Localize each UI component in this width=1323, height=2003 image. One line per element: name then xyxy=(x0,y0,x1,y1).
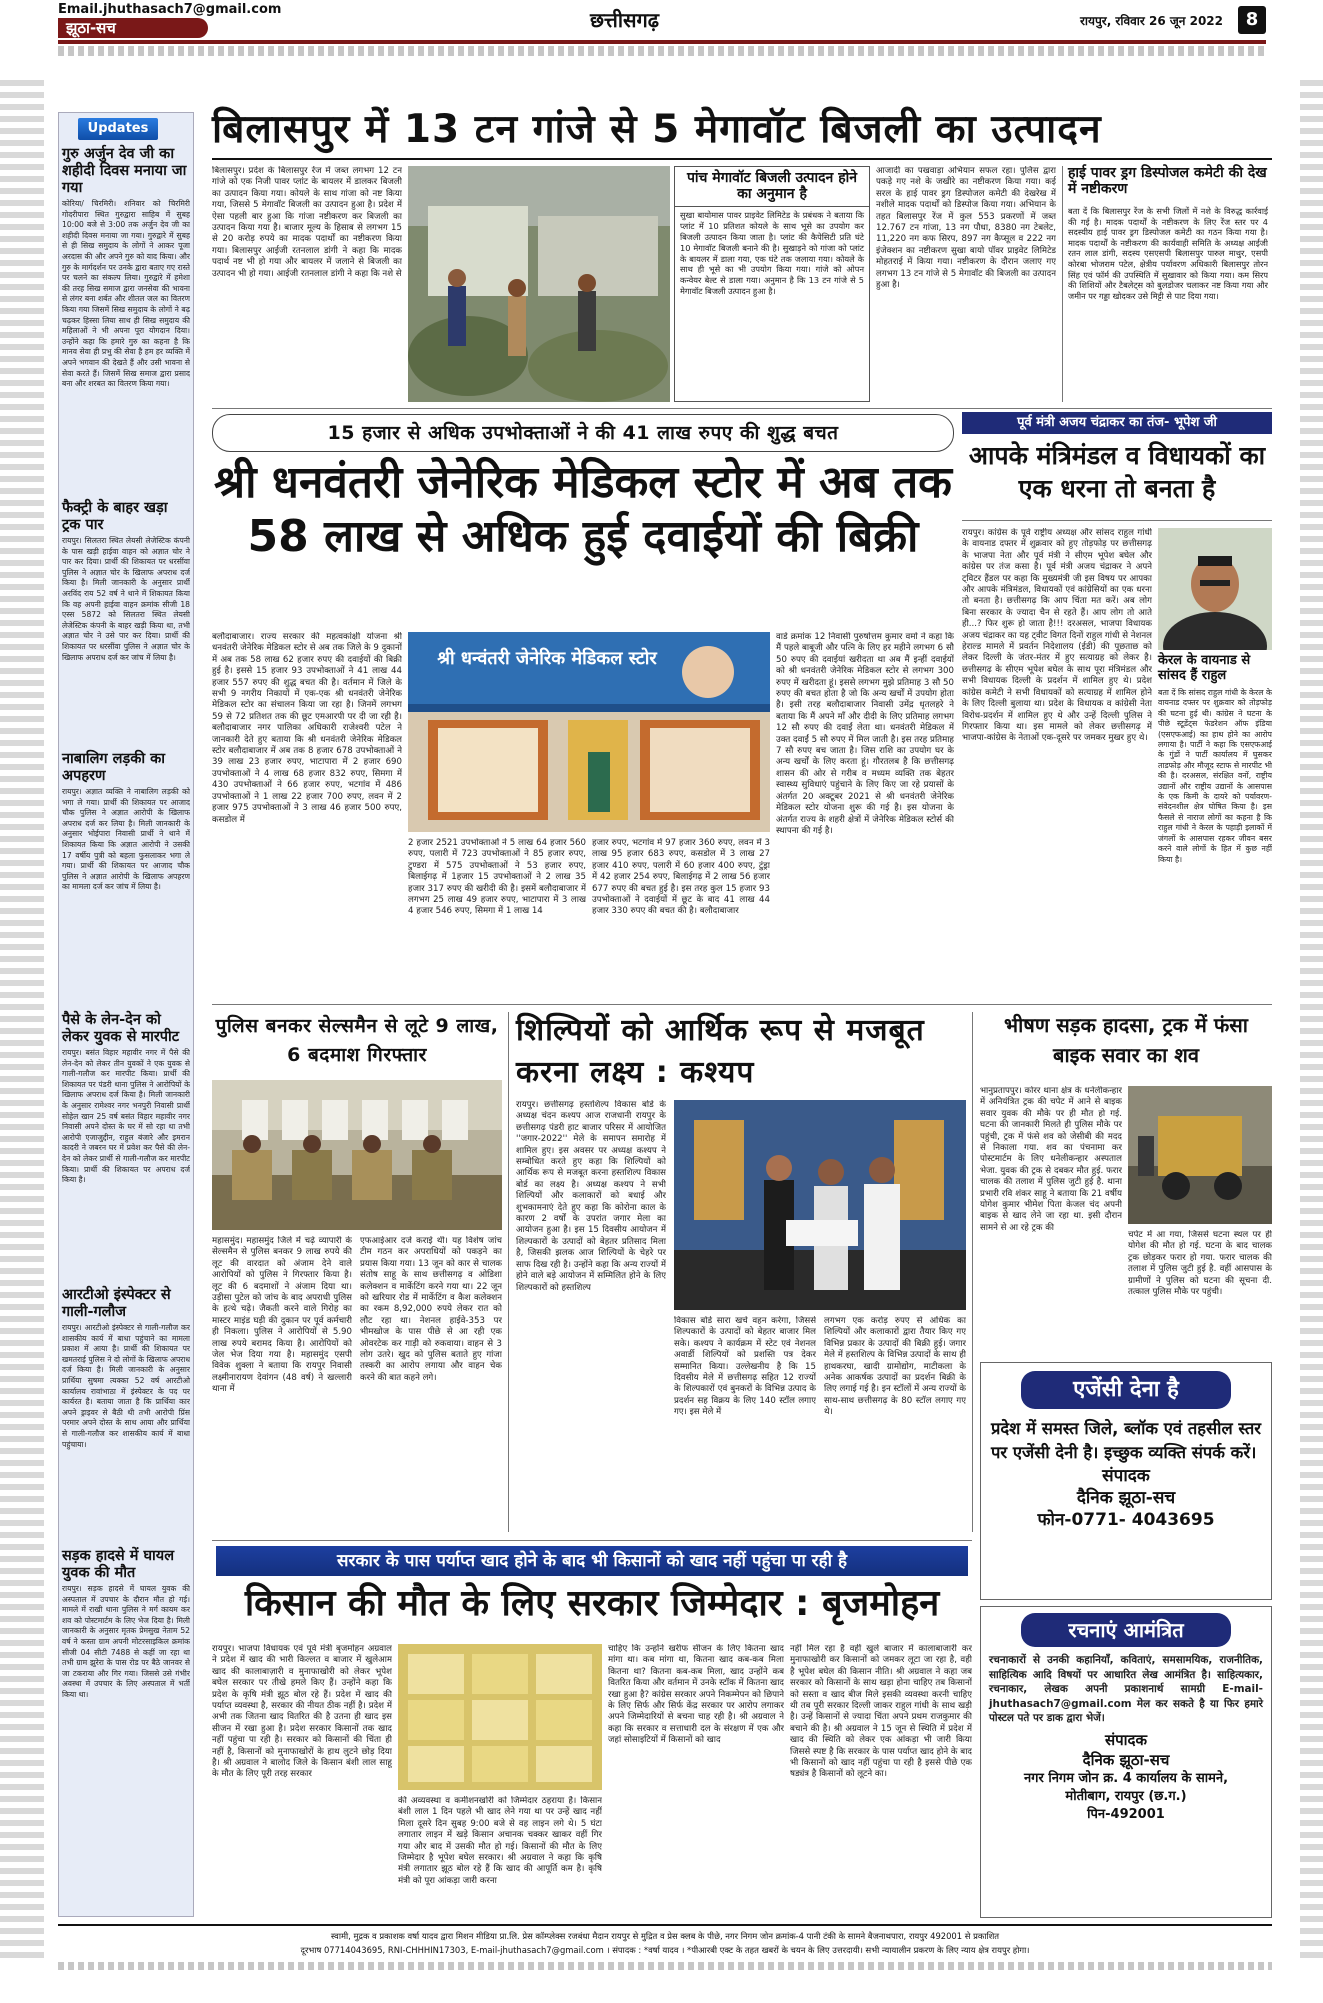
article-4-col2: एफआईआर दर्ज कराई थी। यह विशेष जांच टीम गठन कर अपराधियों को पकड़ने का प्रयास किया गया। 13 जून को कार से चालक संतोष साहू के साथ छत्तीसगढ़ व ओडिशा कलेक्शन व मार्केटिंग करने गया था। 22 जून को खरियार रोड में मार्केटिंग व कैश कलेक्शन का रकम 8,92,000 रुपये लेकर रात को लौट रहा था। नेशनल हाईवे-353 पर भीमखोज के पास पीछे से आ रही एक ओवरटेक कर गाड़ी को रुकवाया। वाहन से 3 लोग उतरे। खुद को पुलिस बताते हुए गांजा तस्करी का आरोप लगाया और वाहन चेक करने की बात कहने लगे। xyxy=(360,1236,502,1383)
divider xyxy=(972,1012,973,1532)
submissions-ad-title: रचनाएं आमंत्रित xyxy=(1021,1613,1231,1647)
divider xyxy=(212,408,1272,409)
agency-ad-title: एजेंसी देना है xyxy=(1021,1371,1231,1409)
article-5-photo xyxy=(674,1100,966,1310)
article-7-col4: नहीं मिल रहा है वहीं खुले बाजार में कालाबाजारी कर मुनाफाखोरी कर किसानों को जमकर लूटा जा रहा है, वही है भूपेश बघेल की किसान नीति। श्री अग्रवाल ने कहा जब सरकार को किसानों के साथ खड़ा होना चाहिए तब किसानों को सस्ता व खाद बीज मिले इसकी व्यवस्था करनी चाहिए थी तब पूरी सरकार दिल्ली जाकर राहुल गांधी के साथ खड़ी है। उन्हें किसानों से ज्यादा चिंता अपने प्रथम राजकुमार की बचाने की है। श्री अग्रवाल ने 15 जून से स्थिति में प्रदेश में खाद की स्थिति को लेकर एक आंकड़ा भी जारी किया जिससे स्पष्ट है कि सरकार के पास पर्याप्त खाद होने के बाद भी किसानों को खाद नहीं पहुंचा पा रही है इससे पीछे एक षड्यंत्र है किसानों को लूटने का। xyxy=(790,1644,972,1780)
article-3-side-body: बता दें कि सांसद राहुल गांधी के केरल के वायनाड दफ्तर पर शुक्रवार को तोड़फोड़ की घटना हुई थी। कांग्रेस ने घटना के पीछे स्टूडेंट्स फेडरेशन ऑफ इंडिया (एसएफआई) का हाथ होने का आरोप लगाया है। पार्टी ने कहा कि एसएफआई के गुंडों ने पार्टी कार्यालय में घुसकर ताडफोड़ और मौजूद स्टाफ से मारपीट भी की है। दरअसल, संरक्षित वनों, राष्ट्रीय उद्यानों और राष्ट्रीय उद्यानों के आसपास के एक किमी के दायरे को पर्यावरण-संवेदनशील क्षेत्र घोषित किया है। इस फैसले से नाराज लोगों का कहना है कि राहुल गांधी ने केरल के पहाड़ी इलाकों में जंगलों के आसपास रहकर जीवन बसर करने वाले लोगों के हित में कुछ नहीं किया है। xyxy=(1158,688,1272,864)
article-1-side-body: बता दें कि बिलासपुर रेंज के सभी जिलों में नशे के विरुद्ध कार्रवाई की गई है। मादक पदार्थों के नष्टीकरण के लिए रेंज स्तर पर 4 सदस्यीय हाई पावर ड्रग डिस्पोजल कमेटी का गठन किया गया है। मादक पदार्थों के नष्टीकरण की कार्यवाही समिति के अध्यक्ष आईजी रतन लाल डांगी, सदस्य एसएसपी बिलासपुर पारुल माथुर, एसपी कोरबा भोजराम पटेल, क्षेत्रीय पर्यावरण अधिकारी बिलासपुर तोरन सिंह एवं फॉर्म की उपस्थिति में सुखावार को किया गया। कम सिरप की शिशियों और टैबलेट्स को बुलडोजर चलाकर नष्ट किया गया और जमीन पर गड्डा खोदकर उसे मिट्टी से पाट दिया गया। xyxy=(1068,206,1268,301)
masthead: झूठा-सच xyxy=(58,18,208,38)
update-2-body: रायपुर। सिलतरा स्थित लेयसी लेजेस्टिक कंपनी के पास खड़ी हाईवा वाहन को अज्ञात चोर ने पार कर दिया। प्रार्थी की शिकायत पर धरसींवा पुलिस ने अज्ञात चोर के खिलाफ अपराध दर्ज किया है। मिली जानकारी के अनुसार प्रार्थी अरविंद राय 52 वर्ष ने थाने में शिकायत किया कि वह अपनी हाईवा वाहन क्रमांक सीजी 18 एस्स 5872 को सिलतरा स्थित लेयसी लेजेस्टिक कंपनी के बाहर खड़ी किया था, तभी अज्ञात चोर ने उसे पार कर दिया। प्रार्थी की शिकायत पर धरसींवा पुलिस ने अज्ञात चोर के खिलाफ अपराध दर्ज कर जांच में लिया है। xyxy=(62,536,190,662)
article-1-box-headline: पांच मेगावॉट बिजली उत्पादन होने का अनुमान है xyxy=(675,167,869,207)
article-7-photo xyxy=(398,1644,602,1790)
update-3-headline: नाबालिग लड़की का अपहरण xyxy=(62,751,166,784)
article-7-col2: की अव्यवस्था व कमीशनखोरी को जिम्मेदार ठहराया है। किसान बंशी लाल 1 दिन पहले भी खाद लेने गया था पर उन्हें खाद नहीं मिला दूसरे दिन सुबह 9:00 बजे से वह लाइन लगे थे। 5 घंटा लगातार लाइन में खड़े किसान अचानक चक्कर खाकर वहीं गिर गया और बाद में उसकी मौत हो गई। किसानों की मौत के लिए जिम्मेदार है भूपेश बघेल सरकार। श्री अग्रवाल ने कहा कि कृषि मंत्री लगातार झूठ बोल रहे हैं कि खाद की आपूर्ति कम है। कृषि मंत्री को पूरा आंकड़ा जारी करना xyxy=(398,1796,602,1886)
footer-line-2: दूरभाष 07714043695, RNI-CHHHIN17303, E-mail-jhuthasach7@gmail.com । संपादक : *वर्षा यादव । *पीआरबी एक्ट के तहत खबरों के चयन के लिए उत्तरदायी। सभी न्यायालीन प्रकरण के लिए न्याय क्षेत्र रायपुर होगा। xyxy=(300,1945,1030,1955)
page-number: 8 xyxy=(1238,6,1266,34)
article-1-box-body: सुखा बायोमास पावर प्राइवेट लिमिटेड के प्रबंधक ने बताया कि प्लांट में 10 प्रतिशत कोयले के साथ भूसे का उपयोग कर बिजली उत्पादन किया जाता है। प्लांट की कैपेसिटी प्रति घंटे 10 मेगावॉट बिजली बनाने की है। सुखाड़ने को गांजा को प्लांट के बायलर में डाला गया, एक घंटे तक जलाया गया। कोयले के साथ ही भूसे का भी उपयोग किया गया। गांजे को ओपन कन्वेयर बेल्ट से डाला गया। अनुमान है कि 13 टन गांजे से 5 मेगावॉट बिजली उत्पादन हुआ है। xyxy=(680,210,864,296)
section-title: छत्तीसगढ़ xyxy=(590,8,660,32)
header-rule xyxy=(58,40,1266,44)
divider xyxy=(1062,166,1063,402)
article-1-side-headline: हाई पावर ड्रग डिस्पोजल कमेटी की देख में नष्टीकरण xyxy=(1068,165,1267,197)
article-2-col1: बलौदाबाजार। राज्य सरकार की महत्वकांक्षी योजना श्री धनवंतरी जेनेरिक मेडिकल स्टोर से अब तक जिले के 9 दुकानों में अब तक 58 लाख 62 हजार रुपए की दवाईयों की बिक्री हुई है। इससे 15 हजार 93 उपभोक्ताओं ने 41 लाख 44 हजार 557 रुपए की शुद्ध बचत की है। वर्तमान में जिले के सभी 9 नगरीय निकायों में एक-एक श्री धनवंतरी जेनेरिक मेडिकल स्टोर का संचालन किया जा रहा है। जिनमें लगभग 59 से 72 प्रतिशत तक की छूट एमआरपी पर दी जा रही है। बलौदाबाजार नगर पालिका अधिकारी राजेश्वरी पटेल ने जानकारी देते हुए बताया कि श्री धनवंतरी जेनेरिक मेडिकल स्टोर बलौदाबाजार में अब तक 8 हजार 678 उपभोक्ताओं ने 39 लाख 23 हजार रुपए, भाटापारा में 2 हजार 690 उपभोक्ताओं ने 4 लाख 68 हजार 832 रुपए, सिमगा में 430 उपभोक्ताओं ने 66 हजार रुपए, भटगांव में 486 उपभोक्ताओं ने 1 लाख 22 हजार 700 रुपए, लवन में 2 हजार 975 उपभोक्ताओं ने 3 लाख 46 हजार 500 रुपए, कसडोल में xyxy=(212,632,402,825)
update-1-body: कोरिया/ चिरमिरी। शनिवार को चिरमिरी गोदरीपारा स्थित गुरुद्वारा साहिब में सुबह 10:00 बजे से 3:00 तक अर्जुन देव जी का शहीदी दिवस मनाया जा गया। गुरुद्वारे में सुबह से ही सिख समुदाय के लोगों ने आकर पूजा अरदास की और अपने गुरु को याद किया। और गुरु के मार्गदर्शन पर उनके द्वारा बताए गए रास्ते पर चलने का संकल्प लिया। गुरुद्वारे में हमेशा की तरह सिख समाज द्वारा जनसेवा की भावना से लंगर बना शर्बत और शीतल जल का वितरण किया गया जिसमें सिख समुदाय के लोगों ने बढ़ चढ़कर हिस्सा लिया साथ ही सिख समुदाय की महिलाओं ने भी अपना पूरा योगदान दिया। उन्होंने कहा कि हमारे गुरु का कहना है कि मानव सेवा ही प्रभु की सेवा है हम हर व्यक्ति में अपने भगवान की देखते हैं और उसी भावना से सेवा करते हैं। जिसमें सिख समाज द्वारा प्रसाद बना और शरबत का वितरण किया गया। xyxy=(62,199,190,389)
update-5-body: रायपुर। आरटीओ इंस्पेक्टर से गाली-गलौज कर शासकीय कार्य में बाधा पहुंचाने का मामला प्रकाश में आया है। प्रार्थी की शिकायत पर खमतराई पुलिस ने दो लोगों के खिलाफ अपराध दर्ज किया है। मिली जानकारी के अनुसार प्रार्थिया सुषमा त्यक्का 52 वर्ष आरटीओ कार्यालय रावांभाठा में इंस्पेक्टर के पद पर कार्यरत है। बताया जाता है कि प्रार्थिया कार अपने ड्राइवर से बैठी थी तभी आरोपी प्रिंस परमार अपने दोस्त के साथ आया और प्रार्थिया से गाली-गलौज कर शासकीय कार्य में बाधा पहुंचाया। xyxy=(62,1323,190,1449)
agency-ad-editor: संपादक xyxy=(1102,1466,1150,1486)
submissions-ad-address-2: मोतीबाग, रायपुर (छ.ग.) xyxy=(1065,1788,1187,1804)
article-5-col2: विकास बोर्ड सारा खर्च वहन करेगा, जिससे शिल्पकारों के उत्पादों को बेहतर बाजार मिल सके। कश्यप ने कार्यक्रम में स्टेट एवं नेशनल अवार्डी शिल्पियों को प्रशस्ति पत्र देकर सम्मानित किया। उल्लेखनीय है कि 15 दिवसीय मेले में छत्तीसगढ़ सहित 12 राज्यों के शिल्पकारों एवं बुनकरों के विभिन्न उत्पाद के प्रदर्शन सह विक्रय के लिए 140 स्टॉल लगाए गए। इस मेले में xyxy=(674,1316,816,1418)
divider xyxy=(508,1012,509,1532)
footer-pattern xyxy=(58,1962,1272,1970)
article-6-headline: भीषण सड़क हादसा, ट्रक में फंसा बाइक सवार का शव xyxy=(1004,1013,1248,1067)
article-2-col2: 2 हजार 2521 उपभोक्ताओं ने 5 लाख 64 हजार 560 रुपए, पलारी में 723 उपभोक्ताओं ने 85 हजार रुपए, टुण्डरा में 575 उपभोक्ताओं ने 53 हजार रुपए, बिलाईगढ़ में 1हजार 15 उपभोक्ताओं ने 2 लाख 35 हजार 317 रुपए की खरीदी की है। इसमें बलौदाबाजार में लगभग 25 लाख 49 हजार रुपए, भाटापारा में 3 लाख 4 हजार 546 रुपए, सिमगा में 1 लाख 14 xyxy=(408,838,586,917)
left-margin-stripe xyxy=(0,80,44,1960)
article-4-photo xyxy=(212,1080,502,1230)
article-6-photo xyxy=(1128,1086,1272,1224)
agency-ad-paper: दैनिक झूठा-सच xyxy=(1076,1488,1176,1508)
article-7-headline: किसान की मौत के लिए सरकार जिम्मेदार : बृजमोहन xyxy=(244,1583,940,1624)
update-6-headline: सड़क हादसे में घायल युवक की मौत xyxy=(62,1548,175,1581)
article-3-side-headline: केरल के वायनाड से सांसद हैं राहुल xyxy=(1158,653,1251,683)
update-6-body: रायपुर। सड़क हादसे में घायल युवक की अस्पताल में उपचार के दौरान मौत हो गई। मामले में राखी थाना पुलिस ने मर्ग कायम कर शव को पोस्टमार्टम के लिए भेज दिया है। मिली जानकारी के अनुसार मृतक प्रेमसुख नेताम 52 वर्ष ने कस्ता ग्राम अपनी मोटरसाइकिल क्रमांक सीजी 04 सीटी 7488 से कहीं जा रहा था तभी ग्राम झुरेरा के पास रोड पर बैठे जानवर से जा टकराया और गिर गया। जिससे उसे गंभीर अवस्था में उपचार के लिए अस्पताल में भर्ती किया था। xyxy=(62,1584,190,1699)
agency-ad-phone: फोन-0771- 4043695 xyxy=(1037,1510,1215,1530)
article-1-col3: आजादी का पखवाड़ा अभियान सफल रहा। पुलिस द्वारा पकड़े गए नशे के जखीरे का नष्टीकरण किया गया। कई सरल के हाई पावर ड्रग डिस्पोजल कमेटी की देखरेख में नशीले मादक पदार्थों को डिस्पोज किया गया। अभियान के तहत बिलासपुर रेंज में कुल 553 प्रकरणों में जब्त 12.767 टन गांजा, 13 नग पौधा, 8380 नग टेबलेट, 11,220 नग कफ सिरप, 897 नग कैप्सूल व 222 नग इंजेक्शन का नष्टीकरण सुखा बायो पॉवर प्राइवेट लिमिटेड मोहतराई में किया गया। नष्टीकरण के दौरान जलाए गए लगभग 13 टन गांजे से 5 मेगावॉट की बिजली का उत्पादन हुआ है। xyxy=(876,166,1056,291)
article-7-kicker: सरकार के पास पर्याप्त खाद होने के बाद भी किसानों को खाद नहीं पहुंचा पा रही है xyxy=(216,1546,968,1576)
footer-rule xyxy=(58,1924,1272,1926)
submissions-ad xyxy=(980,1606,1272,1918)
dateline: रायपुर, रविवार 26 जून 2022 xyxy=(1080,14,1224,28)
article-3-headline: आपके मंत्रिमंडल व विधायकों का एक धरना तो बनता है xyxy=(968,441,1266,503)
submissions-ad-address-1: नगर निगम जोन क्र. 4 कार्यालय के सामने, xyxy=(1023,1770,1229,1786)
article-1-headline: बिलासपुर में 13 टन गांजे से 5 मेगावॉट बिजली का उत्पादन xyxy=(212,107,1102,152)
submissions-ad-editor: संपादक xyxy=(1104,1730,1148,1749)
article-2-col3: हजार रुपए, भटगांव में 97 हजार 360 रुपए, लवन में 3 लाख 95 हजार 683 रुपए, कसडोल में 3 लाख 27 हजार 410 रुपए, पलारी में 60 हजार 400 रुपए, टुंड्रा में 42 हजार 254 रुपए, बिलाईगढ़ में 2 लाख 56 हजार 677 रुपए की बचत हुई है। इस तरह कुल 15 हजार 93 उपभोक्ताओं ने दवाईयों में छूट के बाद 41 लाख 44 हजार 330 रुपए की बचत की है। बलौदाबाजार xyxy=(592,838,770,917)
update-5-headline: आरटीओ इंस्पेक्टर से गाली-गलौज xyxy=(62,1287,171,1320)
update-3-body: रायपुर। अज्ञात व्यक्ति ने नाबालिग लड़की को भगा ले गया। प्रार्थी की शिकायत पर आजाद चौक पुलिस ने अज्ञात आरोपी के खिलाफ अपराध दर्ज कर लिया है। मिली जानकारी के अनुसार भोईपारा निवासी प्रार्थी ने थाने में शिकायत किया कि अज्ञात आरोपी ने उसकी 17 वर्षीय पुत्री को बहला फुसलाकर भगा ले गया। प्रार्थी की शिकायत पर आजाद चौक पुलिस ने अज्ञात आरोपी के खिलाफ अपहरण का मामला दर्ज कर जांच में लिया है। xyxy=(62,787,190,892)
article-2-headline: श्री धनवंतरी जेनेरिक मेडिकल स्टोर में अब तक 58 लाख से अधिक हुई दवाईयों की बिक्री xyxy=(214,457,952,562)
article-3-body: रायपुर। कांग्रेस के पूर्व राष्ट्रीय अध्यक्ष और सांसद राहुल गांधी के वायनाड दफ्तर में शुक्रवार को हुए तोड़फोड़ पर छत्तीसगढ़ के भाजपा नेता और पूर्व मंत्री ने सीएम भूपेश बघेल और कांग्रेस पर तंज कसा है। पूर्व मंत्री अजय चंद्राकर ने अपने ट्विटर हैंडल पर कहा कि मुख्यमंत्री जी इस विषय पर आपका और आपके मंत्रिमंडल, विधायकों एवं कांग्रेसियों का एक धरना तो बनता है। छत्तीसगढ़ कि आप चिंता मत करें। अब लोग बिना सरकार के ज्यादा चैन से रहते हैं। आप लोग तो आते ही...? फिर शुरू हो जाता है!!! दरअसल, भाजपा विधायक अजय चंद्राकर का यह ट्वीट विगत दिनों राहुल गांधी से नेशनल हेराल्ड मामले में प्रवर्तन निदेशालय (ईडी) की पूछताछ को लेकर दिल्ली के जंतर-मंतर में हुए सत्याग्रह को लेकर है। छत्तीसगढ़ के सीएम भूपेश बघेल के साथ पूरा मंत्रिमंडल और सभी विधायक दिल्ली के प्रदर्शन में शामिल हुए थे। प्रदेश कांग्रेस कमेटी ने सभी विधायकों को सत्याग्रह में शामिल होने के लिए दिल्ली बुलाया था। प्रदेश के विधायक व कांग्रेसी नेता विरोध-प्रदर्शन में शामिल हुए थे और उन्हें दिल्ली पुलिस ने गिरफ्तार किया था। इस मामले को लेकर छत्तीसगढ़ में भाजपा-कांग्रेस के नेताओं एक-दूसरे पर जमकर मुखर हुए थे। xyxy=(962,528,1152,744)
article-3-portrait xyxy=(1158,528,1272,650)
header-email: Email.jhuthasach7@gmail.com xyxy=(58,2,282,17)
divider xyxy=(962,520,1272,521)
right-margin-stripe xyxy=(1300,80,1323,1960)
article-2-photo xyxy=(408,632,770,832)
agency-ad xyxy=(980,1362,1272,1600)
update-1-headline: गुरु अर्जुन देव जी का शहीदी दिवस मनाया जा गया xyxy=(62,146,187,196)
submissions-ad-pin: पिन-492001 xyxy=(1087,1806,1165,1822)
divider xyxy=(212,1004,1272,1005)
footer-line-1: स्वामी, मुद्रक व प्रकाशक वर्षा यादव द्वारा मिशन मीडिया प्रा.लि. प्रेस कॉम्प्लेक्स रजबंधा मैदान रायपुर से मुद्रित व प्रेस क्लब के पीछे, नगर निगम जोन क्रमांक-4 पानी टंकी के सामने बैजनाथपारा, रायपुर 492001 से प्रकाशित xyxy=(330,1931,1000,1941)
article-1-photo xyxy=(408,166,670,402)
article-4-col1: महासमुंद। महासमुंद जिले में चढ़े व्यापारी के सेल्समैन से पुलिस बनकर 9 लाख रुपये की लूट की वारदात को अंजाम देने वाले आरोपियों को पुलिस ने गिरफ्तार किया है। लूट की 6 बदमाशों ने अंजाम दिया था। उड़ीसा पुटेल को जांच के बाद अपराधी पुलिस के हत्थे चढ़े। जैकती करने वाले गिरोह का मास्टर माइंड घड़ी की दुकान पर पूर्व कर्मचारी ही निकला। पुलिस ने आरोपियों से 5.90 लाख रुपये बरामद किया है। आरोपियों को जेल भेज दिया गया है। महासमुंद एसपी विवेक शुक्ला ने बताया कि रायपुर निवासी लक्ष्मीनारायण देवांगन (48 वर्ष) ने खल्लारी थाना में xyxy=(212,1236,352,1395)
article-4-headline: पुलिस बनकर सेल्समैन से लूटे 9 लाख, 6 बदमाश गिरफ्तार xyxy=(215,1015,499,1066)
article-6-body-2: चपेट में आ गया, जिससे घटना स्थल पर ही योगेश की मौत हो गई. घटना के बाद चालक ट्रक छोड़कर फरार हो गया. फरार चालक की तलाश में पुलिस जुटी हुई है. वहीं आसपास के ग्रामीणों ने पुलिस को घटना की सूचना दी. तत्काल पुलिस मौके पर पहुंची। xyxy=(1128,1230,1272,1298)
agency-ad-text: प्रदेश में समस्त जिले, ब्लॉक एवं तहसील स्तर पर एजेंसी देनी है। इच्छुक व्यक्ति संपर्क करें। xyxy=(991,1419,1261,1462)
header-pattern xyxy=(58,46,1266,56)
article-2-kicker: 15 हजार से अधिक उपभोक्ताओं ने की 41 लाख रुपए की शुद्ध बचत xyxy=(212,414,954,452)
article-1-box xyxy=(674,166,870,402)
update-4-headline: पैसे के लेन-देन को लेकर युवक से मारपीट xyxy=(62,1012,180,1045)
submissions-ad-paper: दैनिक झूठा-सच xyxy=(1082,1750,1170,1769)
article-1-col1: बिलासपुर। प्रदेश के बिलासपुर रेंज में जब्त लगभग 12 टन गांजे को एक निजी पावर प्लांट के बायलर में डालकर बिजली का उत्पादन किया गया। कोयले के साथ गांजा को नष्ट किया गया, जिससे 5 मेगावॉट बिजली का उत्पादन हुआ है। प्रदेश में ऐसा पहली बार हुआ कि गांजा नष्टीकरण कर बिजली का उत्पादन किया गया है। बाजार मूल्य के हिसाब से लगभग 15 से 20 करोड़ रुपये का मादक पदार्थों का नष्टीकरण किया गया। बिलासपुर आईजी रतनलाल डांगी ने कहा कि मादक पदार्थ नष्ट भी हो गया और बायलर में जलाने से बिजली का उत्पादन भी हो गया। आईजी रतनलाल डांगी ने कहा कि नशे से xyxy=(212,166,402,279)
updates-stories xyxy=(62,146,190,1754)
store-sign: श्री धन्वंतरी जेनेरिक मेडिकल स्टोर xyxy=(437,648,657,669)
article-5-col3: लगभग एक करोड़ रुपए से अधिक का शिल्पियों और कलाकारों द्वारा तैयार किए गए विभिन्न प्रकार के उत्पादों की बिक्री हुई। जगार मेले में हस्तशिल्प के विभिन्न उत्पादों के साथ ही हाथकरघा, खादी ग्रामोद्योग, माटीकला के अनेक आकर्षक उत्पादों का प्रदर्शन बिक्री के लिए लगाई गई है। इन स्टॉलों में अन्य राज्यों के साथ-साथ छत्तीसगढ़ के 80 स्टॉल लगाए गए थे। xyxy=(824,1316,966,1418)
update-4-body: रायपुर। बसंत विहार महावीर नगर में पैसे की लेन-देन को लेकर तीन युवकों ने एक युवक से गाली-गलौज कर मारपीट किया। प्रार्थी की शिकायत पर पंडरी थाना पुलिस ने आरोपियों के खिलाफ अपराध दर्ज किया है। मिली जानकारी के अनुसार रामेश्वर नगर भनपुरी निवासी प्रार्थी सोहेल खान 25 वर्ष बसंत विहार महावीर नगर निवासी अपने दोस्त के घर में सो रहा था तभी आरोपी एजाजुद्दीन, राहुल बंजारे और इमरान कादरी ने जबरन घर में प्रवेश कर पैसे की लेन-देन को लेकर प्रार्थी से गाली-गलौज कर मारपीट किया। प्रार्थी की शिकायत पर अपराध दर्ज किया है। xyxy=(62,1048,190,1185)
article-3-label: पूर्व मंत्री अजय चंद्राकर का तंज- भूपेश जी xyxy=(962,412,1272,434)
article-5-headline: शिल्पियों को आर्थिक रूप से मजबूत करना लक्ष्य : कश्यप xyxy=(516,1013,925,1090)
article-7-col3: चाहिए कि उन्होंने खरीफ सीजन के लिए कितना खाद मांगा था। कब मांगा था, कितना खाद कब-कब मिला कितना था? कितना कब-कब मिला, खाद उन्होंने कब वितरित किया और वर्तमान में उनके स्टॉक में कितना खाद रखा हुआ है? कांग्रेस सरकार अपने निकम्मेपन को छिपाने के लिए सिर्फ और सिर्फ केंद्र सरकार पर आरोप लगाकर अपने जिम्मेदारियों से बचना चाह रही है। श्री अग्रवाल ने कहा कि सरकार व सत्ताधारी दल के संरक्षण में एक और जहां सोसाइटियों में किसानों को खाद xyxy=(608,1644,784,1746)
article-5-col1: रायपुर। छत्तीसगढ़ हस्तशिल्प विकास बोर्ड के अध्यक्ष चंदन कश्यप आज राजधानी रायपुर के छत्तीसगढ़ पंडरी हाट बाजार परिसर में आयोजित ''जगार-2022'' मेले के समापन समारोह में शामिल हुए। इस अवसर पर अध्यक्ष कश्यप ने सम्बोधित करते हुए कहा कि शिल्पियों को आर्थिक रूप से मजबूत करना हस्तशिल्प विकास बोर्ड का लक्ष्य है। अध्यक्ष कश्यप ने सभी शिल्पियों और कलाकारों को बधाई और शुभकामनाएं देते हुए कहा कि कोरोना काल के कारण 2 वर्षों के उपरांत जगार मेला का आयोजन हुआ है। इस 15 दिवसीय आयोजन में शिल्पकारों के उत्पादों को बेहतर प्रतिसाद मिला है, जिसकी झलक आज शिल्पियों के चेहरे पर साफ दिख रही है। उन्होंने कहा कि अन्य राज्यों में होने वाले बड़े आयोजन में सम्मिलित होने के लिए शिल्पकारों को हस्तशिल्प xyxy=(516,1100,666,1293)
divider xyxy=(212,1540,972,1541)
update-2-headline: फैक्ट्री के बाहर खड़ा ट्रक पार xyxy=(62,500,168,533)
article-6-body: भानुप्रतापपुर। कोरर थाना क्षेत्र के धनेलीकन्हार में अनियंत्रित ट्रक की चपेट में आने से बाइक सवार युवक की मौके पर ही मौत हो गई. घटना की जानकारी मिलते ही पुलिस मौके पर पहुंची, ट्रक में फंसे शव को जेसीबी की मदद से निकाला गया. शव का पंचनामा कर पोस्टमार्टम के लिए धनेलीकन्हार अस्पताल भेजा. युवक की ट्रक से दबकर मौत हुई. फरार चालक की तलाश में पुलिस जुटी हुई है. थाना प्रभारी रवि शंकर साहू ने बताया कि 21 वर्षीय योगेश कुमार भीमेश पिता केजल चंद अपनी बाइक से खाद लेने जा रहा था. इसी दौरान सामने से आ रहे ट्रक की xyxy=(980,1086,1122,1233)
article-2-col4: वार्ड क्रमांक 12 निवासी पुरुषोत्तम कुमार वर्मा ने कहा कि मैं पहले बाबूजी और पत्नि के लिए हर महीने लगभग 6 सौ 50 रुपए की दवाईयां खरीदता था अब मैं इन्हीं दवाईयों को श्री धनवंतरी जेनेरिक मेडिकल स्टोर से लगभग 300 रुपए में खरीदता हूं। इससे लगभग मुझे प्रतिमाह 3 सौ 50 रुपए की बचत होता है जो कि अन्य खर्चों में उपयोग होता है। इसी तरह बलौदाबाजार निवासी उमेंद्र धृतलहरे ने बताया कि मैं अपने माँ और दीदी के लिए प्रतिमाह लगभग 12 सौ रुपए की दवाईं लेता था। धनवंतरी मेडिकल में उक्त दवाईं 5 सौ रुपए में मिल जाती है। इस तरह प्रतिमाह 7 सौ रुपए बच जाता है। जिस राशि का उपयोग घर के अन्य खर्चों के लिए करता हूं। गौरतलब है कि छत्तीसगढ़ शासन की ओर से गरीब व मध्यम व्यक्ति तक बेहतर स्वास्थ्य सुविधाएं पहुंचाने के लिए किए जा रहे प्रयासों के अंतर्गत 20 अक्टूबर 2021 से श्री धनवंतरी जेनेरिक मेडिकल स्टोर योजना शुरू की गई है। इस योजना के अंतर्गत राज्य के शहरी क्षेत्रों में जेनेरिक मेडिकल स्टोर्स की स्थापना की गई है। xyxy=(776,632,954,836)
updates-tag: Updates xyxy=(78,118,158,140)
article-7-col1: रायपुर। भाजपा विधायक एवं पूर्व मंत्री बृजमोहन अग्रवाल ने प्रदेश में खाद की भारी किल्लत व बाजार में खुलेआम खाद की कालाबाज़ारी व मुनाफाखोरी को लेकर भूपेश बघेल सरकार पर तीखे हमले किए हैं। उन्होंने कहा कि प्रदेश के कृषि मंत्री झूठ बोल रहे हैं। प्रदेश में खाद की पर्याप्त व्यवस्था है, सरकार की नीयत ठीक नहीं है। प्रदेश में अभी तक जितना खाद वितरित की है उतना ही खाद इस सीजन में रखा हुआ है। प्रदेश सरकार किसानों तक खाद नहीं पहुंचा पा रही है। सरकार को किसानों की चिंता ही नहीं है, किसानों को मुनाफाखोरों के हाथ लुटने छोड़ दिया है। श्री अग्रवाल ने बालोद जिले के किसान बंशी लाल साहू के मौत के लिए पूरी तरह सरकार xyxy=(212,1644,392,1780)
submissions-ad-text: रचनाकारों से उनकी कहानियाँ, कविताएं, समसामयिक, राजनीतिक, साहित्यिक आदि विषयों पर आधारित लेख आमंत्रित है। साहित्यकार, रचनाकार, लेखक अपनी प्रकाशनार्थ सामग्री E-mail-jhuthasach7@gmail.com मेल कर सकते है या फिर हमारे पोस्टल पते पर डाक द्वारा भेजें। xyxy=(989,1654,1263,1725)
article-1-rule xyxy=(212,158,1272,160)
